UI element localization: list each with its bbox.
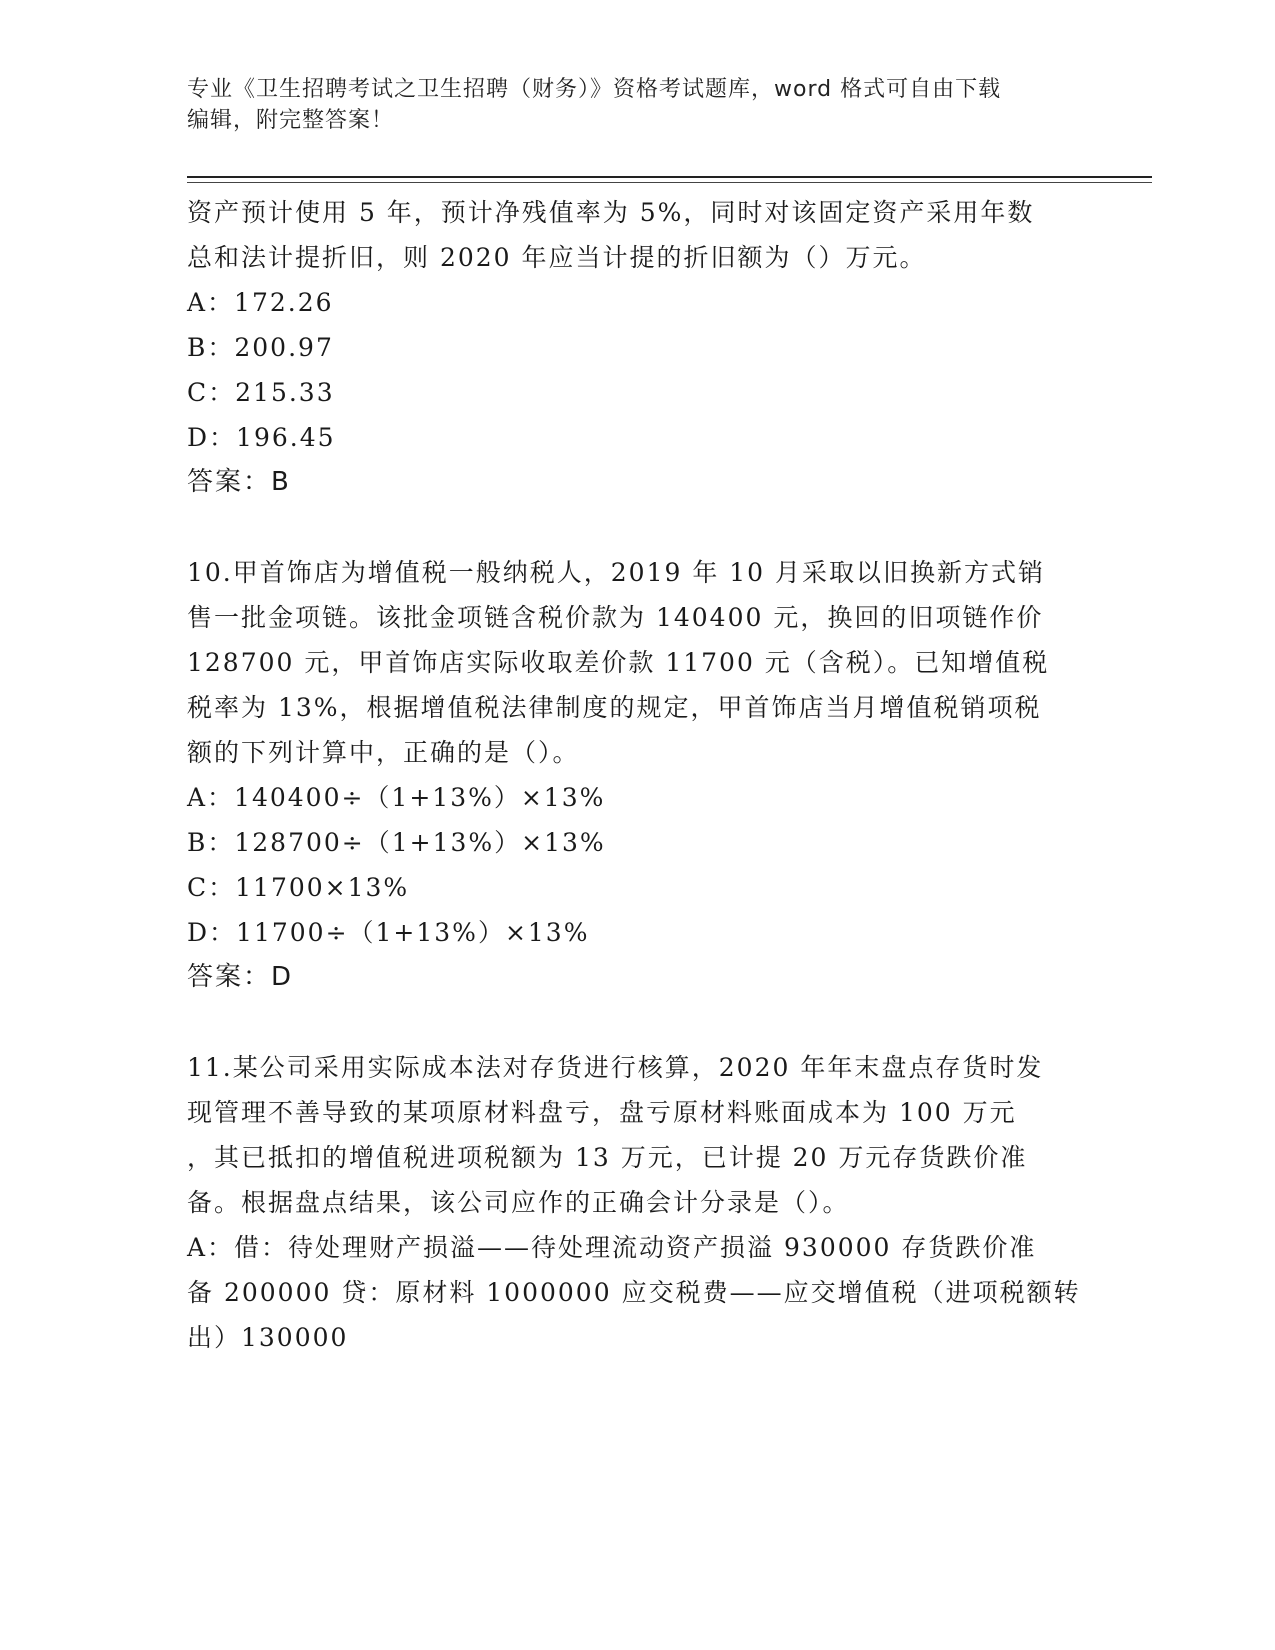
header-divider-thick [187, 176, 1152, 178]
question-stem-line: ，其已抵扣的增值税进项税额为 13 万元，已计提 20 万元存货跌价准 [187, 1143, 1028, 1172]
spacer [187, 1000, 1087, 1045]
question-stem-line: 128700 元，甲首饰店实际收取差价款 11700 元（含税）。已知增值税 [187, 648, 1050, 677]
answer-line: 答案：B [187, 467, 291, 497]
question-stem-line: 税率为 13%，根据增值税法律制度的规定，甲首饰店当月增值税销项税 [187, 693, 1042, 722]
question-stem-line: 现管理不善导致的某项原材料盘亏，盘亏原材料账面成本为 100 万元 [187, 1098, 1017, 1127]
header-line-2: 编辑，附完整答案！ [187, 108, 395, 133]
option-a: A：借：待处理财产损溢——待处理流动资产损溢 930000 存货跌价准 [187, 1233, 1037, 1262]
option-d: D：11700÷（1+13%）×13% [187, 918, 590, 947]
option-a: A：172.26 [187, 288, 334, 317]
header-line-1: 专业《卫生招聘考试之卫生招聘（财务）》资格考试题库，word 格式可自由下载 [187, 77, 1002, 102]
question-stem-line: 11.某公司采用实际成本法对存货进行核算，2020 年年末盘点存货时发 [187, 1053, 1044, 1082]
question-stem-line: 资产预计使用 5 年，预计净残值率为 5%，同时对该固定资产采用年数 [187, 198, 1035, 227]
question-stem-line: 10.甲首饰店为增值税一般纳税人，2019 年 10 月采取以旧换新方式销 [187, 558, 1046, 587]
question-11 [187, 1045, 1087, 1360]
option-a-continued: 备 200000 贷：原材料 1000000 应交税费——应交增值税（进项税额转 [187, 1278, 1081, 1307]
option-d: D：196.45 [187, 423, 336, 452]
question-stem-line: 额的下列计算中，正确的是（）。 [187, 738, 580, 767]
question-stem-line: 售一批金项链。该批金项链含税价款为 140400 元，换回的旧项链作价 [187, 603, 1044, 632]
option-a-continued: 出）130000 [187, 1323, 349, 1352]
question-9 [187, 190, 1087, 505]
header-divider-thin [187, 182, 1152, 183]
document-body [187, 190, 1087, 1360]
option-a: A：140400÷（1+13%）×13% [187, 783, 606, 812]
page-header [187, 74, 1067, 136]
answer-line: 答案：D [187, 962, 294, 992]
spacer [187, 505, 1087, 550]
question-stem-line: 总和法计提折旧，则 2020 年应当计提的折旧额为（）万元。 [187, 243, 927, 272]
option-c: C：11700×13% [187, 873, 410, 902]
option-c: C：215.33 [187, 378, 335, 407]
question-stem-line: 备。根据盘点结果，该公司应作的正确会计分录是（）。 [187, 1188, 850, 1217]
option-b: B：128700÷（1+13%）×13% [187, 828, 606, 857]
question-10 [187, 550, 1087, 1000]
option-b: B：200.97 [187, 333, 334, 362]
